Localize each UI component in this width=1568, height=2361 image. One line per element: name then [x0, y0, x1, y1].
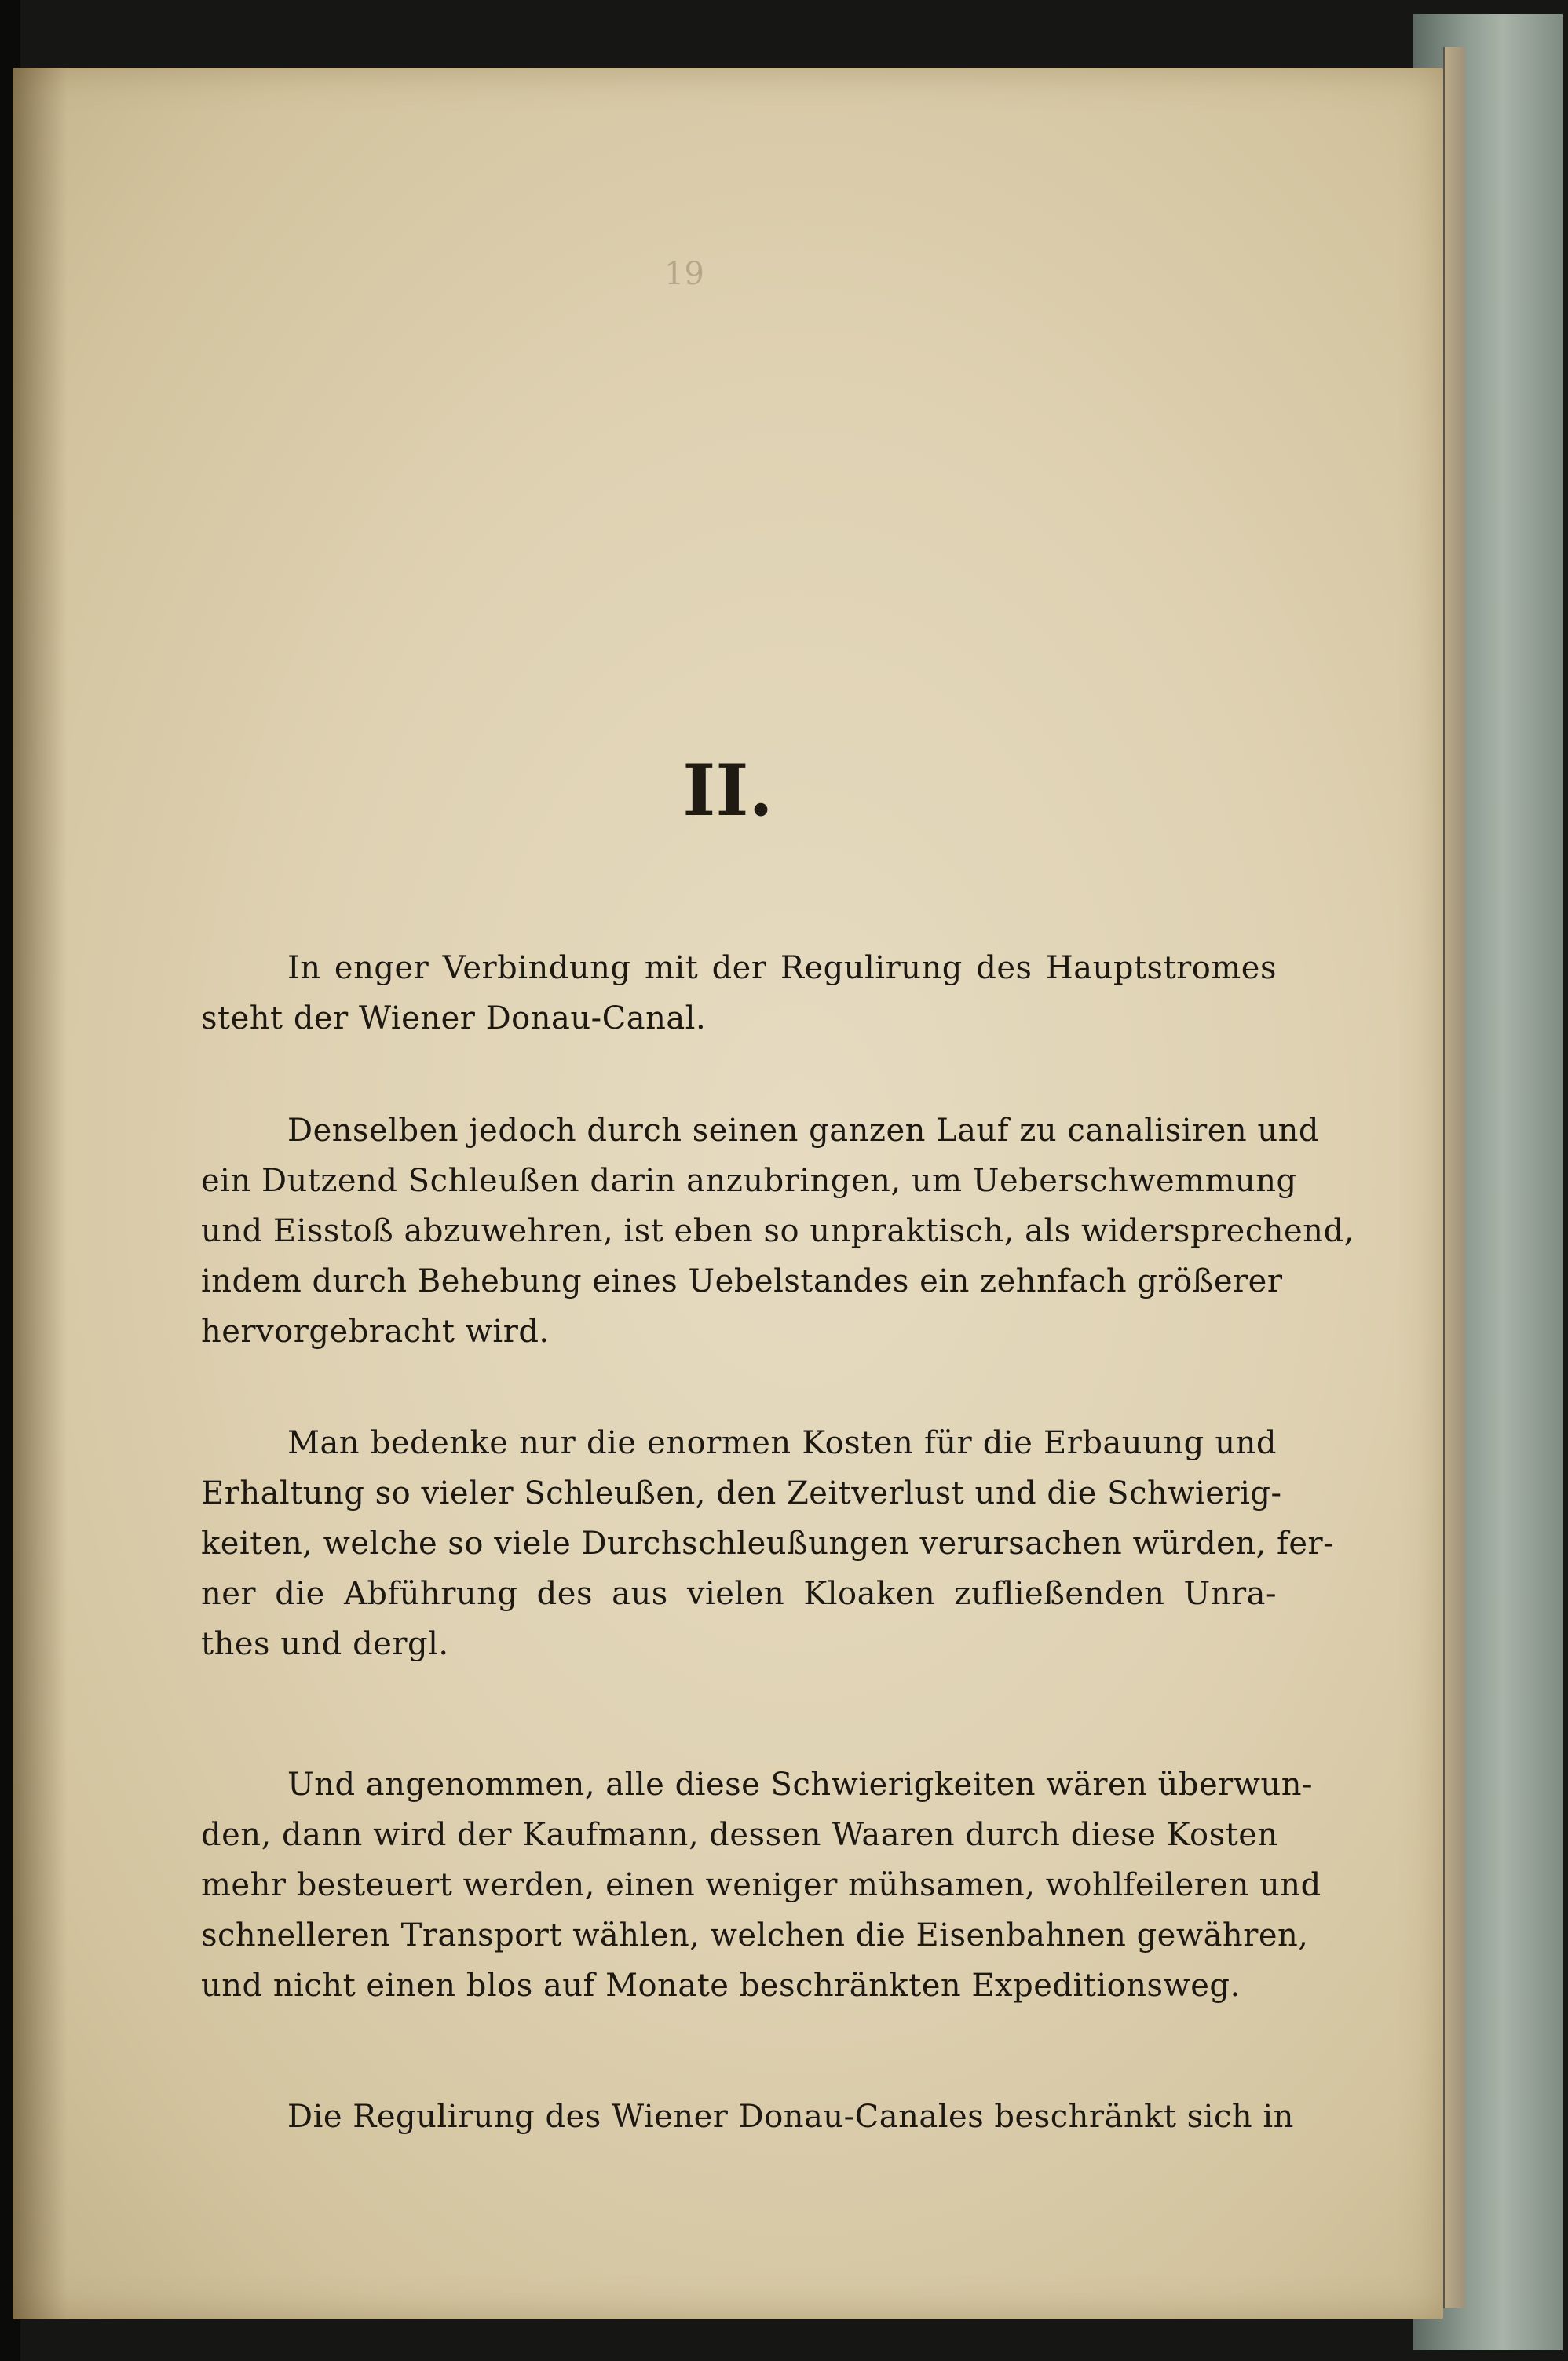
paragraph [201, 2092, 1294, 2142]
paragraph [201, 943, 1277, 1043]
paragraph [201, 1418, 1335, 1669]
text-line: keiten, welche so viele Durchschleußungen verursachen würden, fer- [201, 1526, 1335, 1562]
text-line: und Eisstoß abzuwehren, ist eben so unpraktisch, als widersprechend, [201, 1213, 1354, 1249]
text-line: Die Regulirung des Wiener Donau-Canales beschränkt sich in [287, 2099, 1294, 2135]
page-edge [1443, 47, 1465, 2308]
text-line: Erhaltung so vieler Schleußen, den Zeitverlust und die Schwierig- [201, 1475, 1282, 1511]
text-line: den, dann wird der Kaufmann, dessen Waaren durch diese Kosten [201, 1817, 1278, 1853]
text-line: Man bedenke nur die enormen Kosten für die Erbauung und [287, 1425, 1277, 1461]
text-line: ein Dutzend Schleußen darin anzubringen, um Ueberschwemmung [201, 1163, 1297, 1199]
page-gutter-shadow [13, 68, 68, 2319]
text-line: indem durch Behebung eines Uebelstandes ein zehnfach größerer [201, 1263, 1283, 1299]
book-page [13, 68, 1443, 2319]
text-line: Denselben jedoch durch seinen ganzen Lauf zu canalisiren und [287, 1113, 1320, 1149]
text-line: hervorgebracht wird. [201, 1314, 550, 1350]
text-line: Und angenommen, alle diese Schwierigkeiten wären überwun- [287, 1767, 1314, 1803]
text-line: In enger Verbindung mit der Regulirung des Hauptstromes [287, 950, 1277, 986]
text-line: thes und dergl. [201, 1626, 449, 1662]
text-line: schnelleren Transport wählen, welchen die Eisenbahnen gewähren, [201, 1917, 1309, 1953]
paragraph [201, 1106, 1354, 1357]
paragraph [201, 1760, 1321, 2011]
chapter-heading: II. [682, 749, 773, 832]
page-number: 19 [664, 256, 704, 292]
text-line: steht der Wiener Donau-Canal. [201, 1000, 707, 1036]
text-line: mehr besteuert werden, einen weniger mühsamen, wohlfeileren und [201, 1867, 1321, 1903]
text-line: ner die Abführung des aus vielen Kloaken zufließenden Unra- [201, 1576, 1277, 1612]
text-line: und nicht einen blos auf Monate beschränkten Expeditionsweg. [201, 1968, 1241, 2004]
